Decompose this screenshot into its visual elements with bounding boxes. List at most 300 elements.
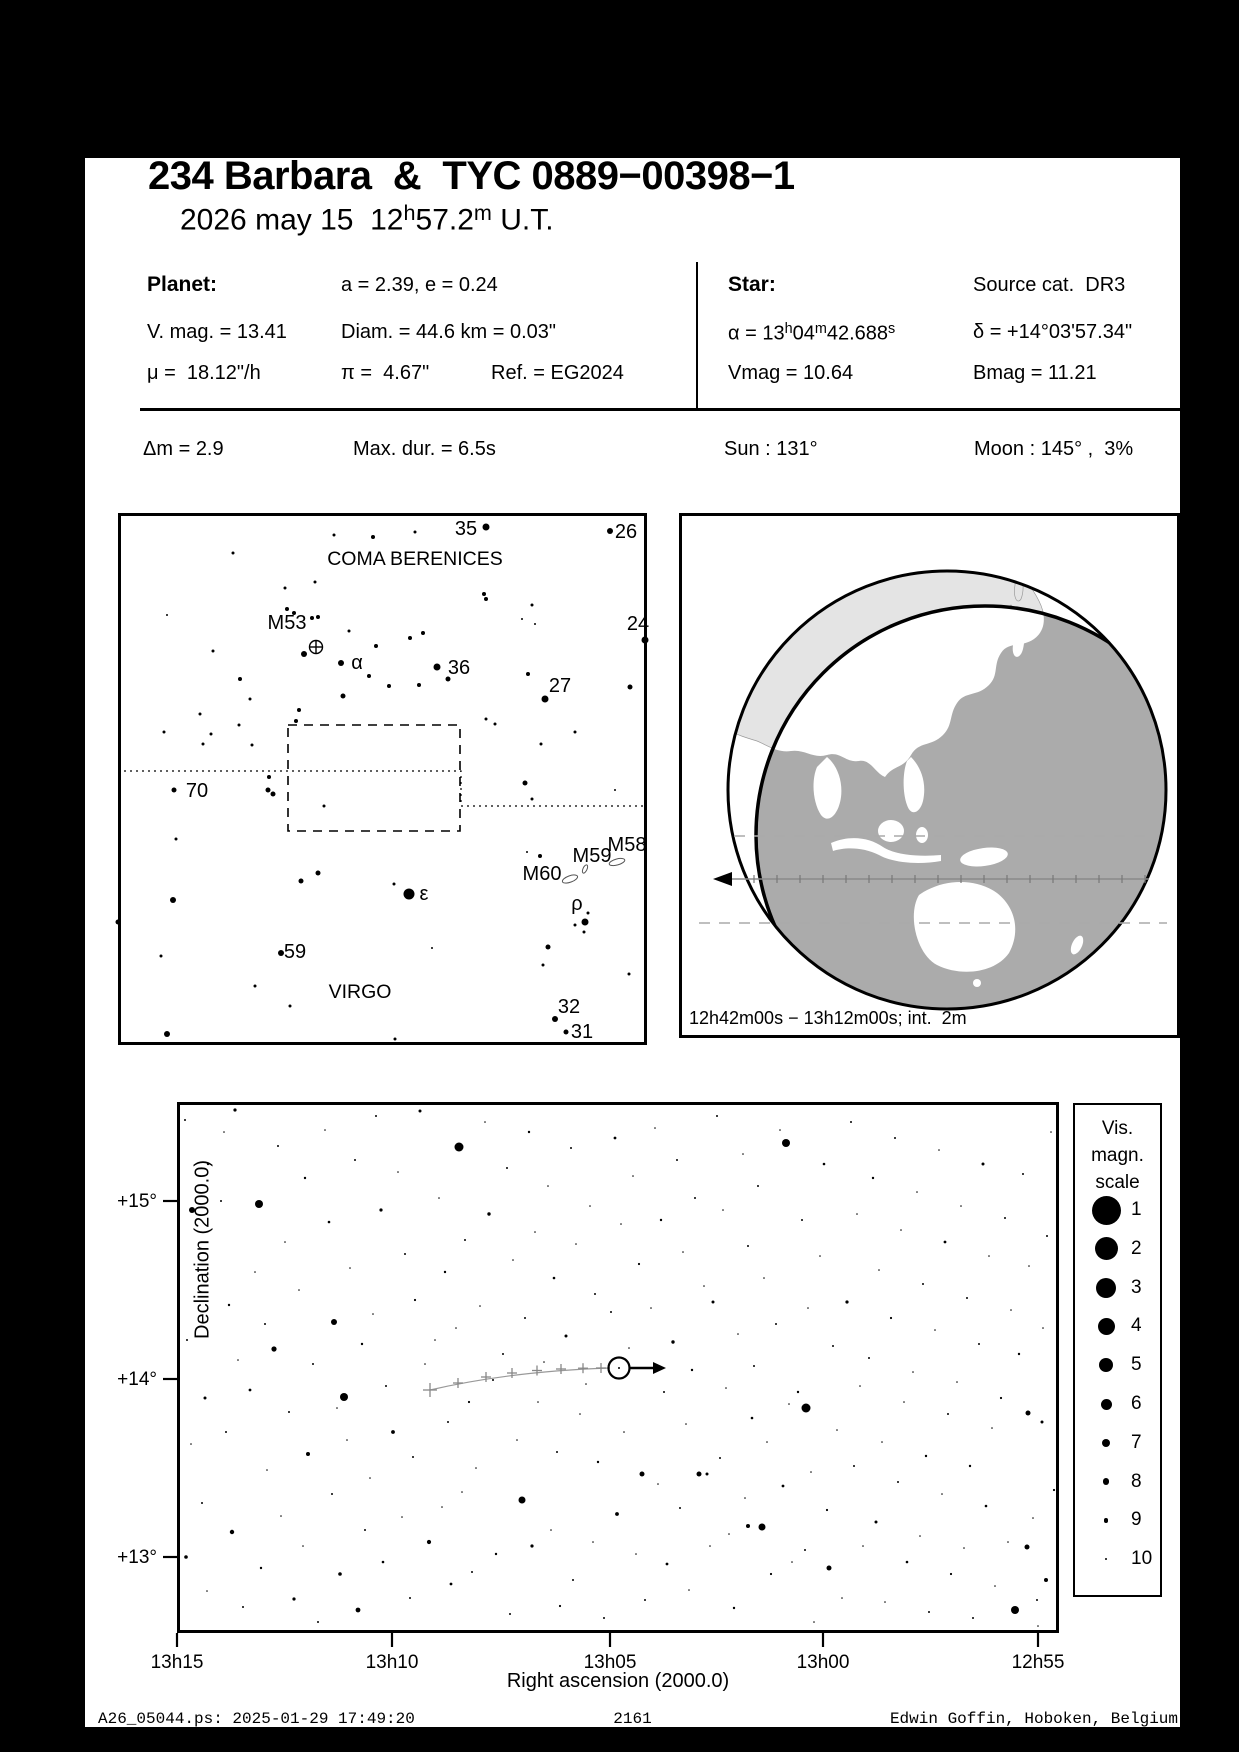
star-dot [1044,1578,1048,1582]
star-dot [994,1585,996,1587]
star-dot [1050,1131,1052,1133]
star-dot [950,1573,952,1575]
footer-author: Edwin Goffin, Hoboken, Belgium [889,1710,1178,1728]
star-dot [484,1121,486,1123]
star-dot [372,1313,374,1315]
object-label: ρ [571,893,583,915]
star-dot [628,685,633,690]
star-dot [232,552,235,555]
planet-pi: π = 4.67" [341,362,430,384]
star-dot [547,1185,549,1187]
star-dot [614,789,616,791]
star-dot [254,1271,256,1273]
star-dot [160,955,163,958]
object-label: α [351,652,363,674]
star-dot [782,1485,785,1488]
finder-chart [118,513,650,1045]
ra-hours: α = 13 [728,322,785,345]
star-dot [487,1212,490,1215]
object-label: 26 [614,521,638,543]
star-dot [688,1589,690,1591]
star-dot [297,708,301,712]
star-dot [1042,1327,1044,1329]
star-dot [988,1255,990,1257]
star-dot [556,1451,558,1453]
star-dot [894,1137,896,1139]
object-label: M58 [607,834,647,856]
star-dot [642,637,649,644]
star-dot [374,644,378,648]
star-dot [397,1171,399,1173]
star-dot [116,920,121,925]
star-dot [587,912,590,915]
x-tick-label: 12h55 [1011,1652,1065,1673]
star-dot [483,524,490,531]
star-dot [737,1333,739,1335]
page-title: 234 Barbara & TYC 0889−00398−1 [148,154,795,198]
star-dot [546,945,551,950]
star-dot [719,1457,721,1459]
star-dot [570,1147,572,1149]
star-dot [884,1601,886,1603]
star-dot [530,1544,533,1547]
star-dot [412,1456,414,1458]
island [916,827,928,843]
star-dot [223,1131,225,1133]
star-dot [753,1365,755,1367]
star-dot [404,889,415,900]
star-dot [316,871,321,876]
star-dot [1028,1265,1030,1267]
star-dot [650,1307,652,1309]
object-label: M53 [267,612,307,634]
object-label: 24 [626,613,650,635]
star-dot [850,1121,852,1123]
star-dot [521,618,523,620]
star-dot [875,1521,878,1524]
y-tick-label: +15° [117,1191,157,1212]
star-dot [583,931,586,934]
star-dot [827,1566,832,1571]
star-dot [775,1323,777,1325]
star-dot [757,1185,759,1187]
star-dot [709,1545,711,1547]
star-dot [1046,1235,1048,1237]
star-dot [292,1597,295,1600]
star-dot [475,1467,477,1469]
star-dot [550,1529,552,1531]
star-dot [401,1516,403,1518]
star-dot [404,1253,406,1255]
planet-diam: Diam. = 44.6 km = 0.03" [341,321,556,343]
star-dot [267,775,271,779]
star-dot [706,1473,709,1476]
star-dot [302,1545,304,1547]
star-dot [528,1131,530,1133]
star-dot [540,743,543,746]
star-dot [985,1505,988,1508]
star-dot [872,1177,874,1179]
star-dot [233,1108,236,1111]
star-dot [572,1579,574,1581]
legend-magnitude-dot [1099,1358,1113,1372]
star-dot [316,615,320,619]
star-dot [542,964,545,967]
star-dot [890,1317,892,1319]
star-dot [585,1383,587,1385]
star-dot [614,1137,617,1140]
ra-seconds: 42.688 [826,322,889,345]
ra-minutes: 04 [792,322,815,345]
star-dot [417,683,421,687]
star-dot [285,607,289,611]
object-label: 31 [570,1021,594,1043]
planet-heading: Planet: [147,273,218,296]
star-dot [444,1271,446,1273]
star-dot [266,1469,268,1471]
star-dot [210,733,213,736]
star-dot [928,1611,930,1613]
star-dot [607,528,613,534]
legend-magnitude-dot [1102,1439,1110,1447]
star-dot [897,1481,899,1483]
star-dot [382,1561,385,1564]
detail-chart [117,1102,1065,1673]
x-tick-label: 13h00 [796,1652,850,1673]
star-dot [190,1443,192,1445]
star-dot [956,1381,958,1383]
star-dot [186,1339,188,1341]
star-dot [249,698,252,701]
star-dot [742,1153,744,1155]
star-dot [1037,1625,1039,1627]
star-dot [277,1145,279,1147]
star-dot [594,1293,596,1295]
star-dot [409,1597,411,1599]
star-dot [712,1301,715,1304]
star-dot [703,1285,705,1287]
star-dot [531,798,534,801]
star-dot [1022,1173,1024,1175]
star-dot [468,1401,470,1403]
star-dot [823,1163,826,1166]
star-dot [367,674,371,678]
star-dot [172,788,177,793]
star-dot [526,672,530,676]
star-dot [310,616,314,620]
info-table-rule [140,408,1180,411]
star-dot [751,1417,754,1420]
star-dot [471,1571,473,1573]
star-dot [657,1483,659,1485]
star-dot [916,1191,918,1193]
star-dot [744,1497,746,1499]
star-dot [255,1200,263,1208]
star-dot [314,581,317,584]
star-dot [559,1605,561,1607]
star-dot [747,1245,749,1247]
star-dot [853,1465,855,1467]
object-label: 35 [454,518,478,540]
star-dot [845,1300,848,1303]
legend-magnitude-dot [1101,1399,1112,1410]
star-dot [682,1251,684,1253]
x-tick-label: 13h15 [150,1652,204,1673]
legend-magnitude-value: 6 [1131,1393,1142,1414]
star-dot [414,1299,416,1301]
legend-magnitude-value: 3 [1131,1276,1142,1298]
star-dot [862,1545,864,1547]
star-dot [676,1159,678,1161]
star-dot [336,1407,338,1409]
star-dot [304,1177,306,1179]
legend-magnitude-value: 5 [1131,1354,1142,1376]
star-dot [542,696,549,703]
star-dot [574,924,577,927]
star-dot [537,1401,539,1403]
star-dot [534,623,536,625]
star-dot [797,1391,799,1393]
star-dot [538,854,542,858]
star-dot [640,1472,645,1477]
star-dot [264,1323,266,1325]
x-tick-label: 13h05 [583,1652,637,1673]
star-dot [519,1497,526,1504]
star-dot [868,1357,870,1359]
star-dot [597,1461,599,1463]
star-dot [654,1127,656,1129]
star-dot [1041,1421,1044,1424]
star-dot [414,531,417,534]
datetime-minutes: 57.2 [415,203,474,237]
star-source-catalog: Source cat. DR3 [973,274,1126,296]
star-dot [644,1599,646,1601]
star-dot [421,631,425,635]
document-page [85,154,1180,1728]
legend-magnitude-dot [1098,1318,1115,1335]
datetime-suffix: U.T. [491,203,554,237]
star-dot [393,883,396,886]
star-dot [323,805,326,808]
star-dot [298,1289,300,1291]
finder-border [120,515,646,1044]
ra-sup-h: h [784,321,793,337]
star-dot [1004,1217,1006,1219]
star-dot [166,614,168,616]
legend-magnitude-dot [1104,1518,1108,1522]
star-dot [516,1439,518,1441]
ra-sup-m: m [814,321,827,337]
star-dot [385,1385,387,1387]
star-dot [638,1263,640,1265]
y-tick-label: +13° [117,1547,157,1568]
star-dot [237,1359,239,1361]
star-dot [881,1441,883,1443]
star-dot [364,1529,366,1531]
star-dot [938,1149,940,1151]
star-dot [431,947,433,949]
star-dot [387,684,391,688]
constellation-label: VIRGO [328,981,392,1003]
star-dot [779,1129,781,1131]
event-max-duration: Max. dur. = 6.5s [353,438,496,460]
star-dot [338,660,344,666]
star-dot [331,1493,333,1495]
object-label: ε [419,883,429,905]
constellation-label: COMA BERENICES [327,548,503,570]
star-dot [212,650,215,653]
star-dot [553,1277,556,1280]
detail-border [179,1104,1058,1632]
star-dot [175,838,178,841]
star-dot [733,1607,735,1609]
datetime-sup-h: h [403,200,416,225]
star-dot [878,1269,880,1271]
legend-magnitude-value: 1 [1131,1199,1142,1220]
star-dot [242,1606,244,1608]
event-delta-m: Δm = 2.9 [143,438,224,460]
star-dot [328,1221,331,1224]
star-dot [340,1393,348,1401]
star-dot [582,919,589,926]
star-dot [791,1561,793,1563]
star-dot [691,1369,693,1371]
magnitude-legend [1073,1103,1162,1597]
star-dot [934,1329,936,1331]
star-dot [534,1231,536,1233]
object-label: 32 [557,996,581,1018]
star-dot [280,1515,282,1517]
star-dot [427,1540,431,1544]
detail-x-axis-title: Right ascension (2000.0) [506,1670,730,1692]
star-dot [565,1335,568,1338]
star-dot [618,1367,620,1369]
star-dot [963,1547,965,1549]
star-dot [574,731,577,734]
star-dot [697,1472,702,1477]
star-dot [620,1223,622,1225]
star-dot [694,1197,696,1199]
star-dot [925,1455,927,1457]
star-dot [495,1553,497,1555]
star-dot [348,630,351,633]
island [973,979,981,987]
star-dot [349,1267,351,1269]
info-table-divider [696,262,698,410]
star-dot [271,792,276,797]
star-dot [306,1452,310,1456]
star-dot [294,719,298,723]
star-dot [716,1115,718,1117]
star-dot [564,1030,569,1035]
star-dot [338,1572,342,1576]
star-dot [801,1219,803,1221]
star-dot [991,1427,993,1429]
star-dot [759,1524,766,1531]
star-dot [447,1421,449,1423]
star-dot [589,1205,591,1207]
star-dot [201,1502,203,1504]
star-dot [906,1561,909,1564]
star-dot [441,1506,443,1508]
legend-magnitude-dot [1105,1558,1108,1561]
star-dot [944,1241,947,1244]
star-dot [251,744,254,747]
star-dot [526,851,528,853]
star-dot [766,1441,768,1443]
star-dot [506,1167,508,1169]
star-dot [810,1471,812,1473]
star-dot [249,1389,252,1392]
star-dot [301,651,307,657]
star-dot [163,731,166,734]
star-dot [1025,1545,1030,1550]
star-dot [978,1343,980,1345]
star-dot [746,1524,750,1528]
star-dot [184,1119,186,1121]
star-dot [331,1319,337,1325]
star-dot [317,1621,319,1623]
star-dot [346,1439,348,1441]
star-dot [972,1617,974,1619]
star-dot [202,743,205,746]
event-moon-elongation: Moon : 145° , 3% [974,438,1134,460]
star-dot [408,636,412,640]
star-dot [312,1363,314,1365]
star-dot [615,1512,619,1516]
legend-title-line2: magn. [1091,1145,1144,1166]
star-dot [960,1205,962,1207]
star-dot [484,597,488,601]
star-dot [903,1401,905,1403]
star-dot [271,1346,276,1351]
planet-vmag: V. mag. = 13.41 [147,321,287,343]
star-dot [289,1005,292,1008]
star-bmag: Bmag = 11.21 [973,362,1097,384]
star-dot [341,694,346,699]
footer-page-number: 2161 [613,1710,652,1728]
star-dot [479,1305,481,1307]
star-dot [284,1241,286,1243]
star-dot [579,1413,581,1415]
star-dot [628,1347,630,1349]
legend-magnitude-value: 8 [1131,1470,1142,1492]
star-dot [900,1229,902,1231]
ra-sup-s: s [888,321,896,337]
legend-magnitude-dot [1095,1237,1118,1260]
star-dot [947,1413,949,1415]
star-dot [543,1361,545,1363]
star-dot [284,587,287,590]
planet-ref: Ref. = EG2024 [491,362,624,384]
star-dot [494,723,497,726]
legend-magnitude-dot [1092,1196,1121,1225]
star-dot [725,1387,727,1389]
star-dot [324,1129,326,1131]
star-dot [722,1209,724,1211]
star-dot [299,879,304,884]
star-dot [969,1465,971,1467]
legend-magnitude-value: 4 [1131,1315,1142,1337]
detail-y-axis-title: Declination (2000.0) [191,1160,214,1339]
star-dot [450,1583,453,1586]
star-dot [238,677,242,681]
star-dot [254,985,257,988]
star-dot [1007,1541,1009,1543]
star-dot [770,1573,772,1575]
object-label: 27 [548,675,572,697]
star-dot [819,1255,821,1257]
